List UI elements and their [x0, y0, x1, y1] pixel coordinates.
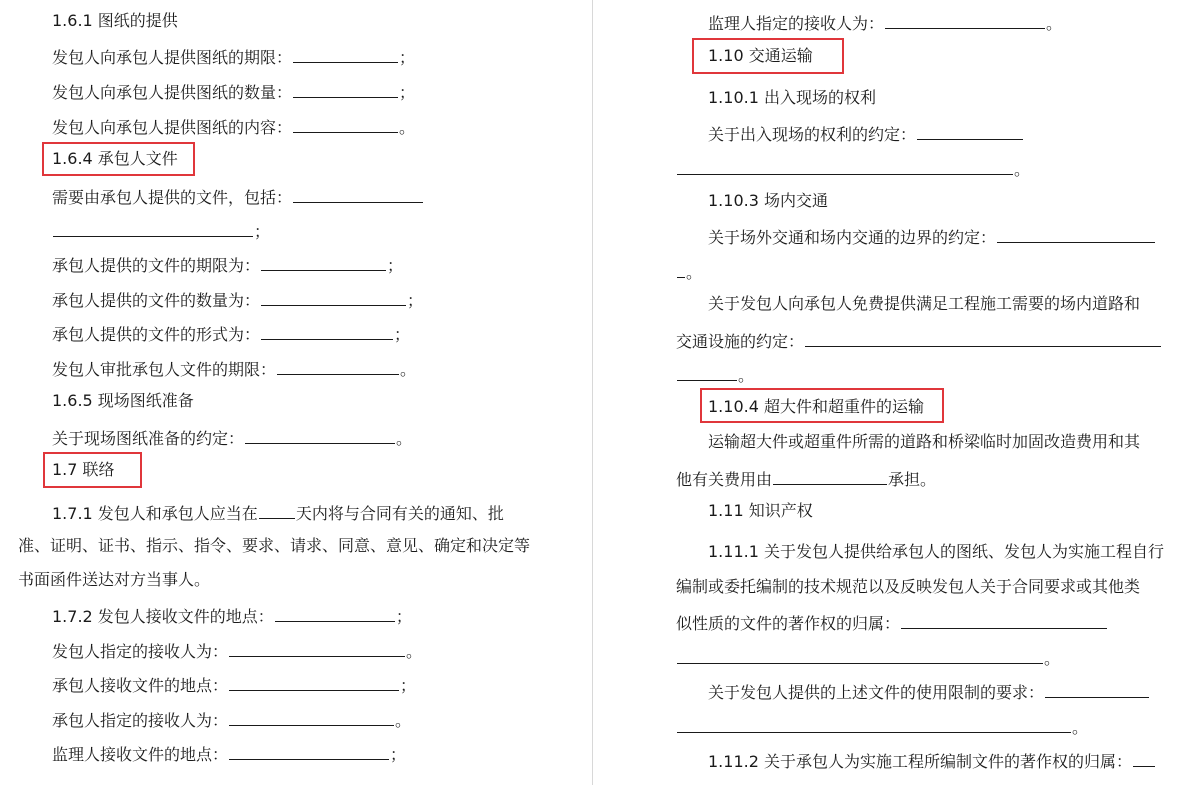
free-roads-blank-2[interactable] — [677, 362, 737, 381]
approval-deadline-blank[interactable] — [277, 356, 399, 375]
contractor-copyright-line: 1.11.2 关于承包人为实施工程所编制文件的著作权的归属： — [708, 748, 1156, 770]
docs-form-blank[interactable] — [261, 321, 393, 340]
drawing-deadline-blank[interactable] — [293, 44, 398, 63]
free-roads-line-1: 关于发包人向承包人免费提供满足工程施工需要的场内道路和 — [708, 294, 1141, 313]
contractor-docs-blank-1[interactable] — [293, 184, 423, 203]
contractor-copyright-blank[interactable] — [1133, 748, 1155, 767]
supervisor-receiver-line: 监理人指定的接收人为： 。 — [708, 10, 1062, 32]
site-access-line: 关于出入现场的权利的约定： — [708, 121, 1024, 143]
drawing-quantity-blank[interactable] — [293, 79, 398, 98]
traffic-boundary-blank-2[interactable] — [677, 259, 685, 278]
drawing-quantity-line: 发包人向承包人提供图纸的数量： ； — [52, 79, 415, 101]
heading-1-6-4: 1.6.4 承包人文件 — [52, 149, 178, 168]
usage-limit-line: 关于发包人提供的上述文件的使用限制的要求： — [708, 679, 1150, 701]
free-roads-line-2: 交通设施的约定： — [676, 328, 1162, 350]
oversize-cost-line-1: 运输超大件或超重件所需的道路和桥梁临时加固改造费用和其 — [708, 432, 1141, 451]
contractor-address-blank[interactable] — [229, 672, 399, 691]
oversize-cost-blank[interactable] — [773, 466, 887, 485]
traffic-boundary-line: 关于场外交通和场内交通的边界的约定： — [708, 224, 1156, 246]
docs-quantity-line: 承包人提供的文件的数量为： ； — [52, 287, 423, 309]
page-divider — [592, 0, 593, 785]
employer-address-line: 1.7.2 发包人接收文件的地点： ； — [52, 603, 412, 625]
site-access-blank-1[interactable] — [917, 121, 1023, 140]
copyright-owner-blank-2[interactable] — [677, 645, 1043, 664]
left-page — [0, 0, 590, 785]
site-access-blank-2[interactable] — [677, 156, 1013, 175]
drawing-content-line: 发包人向承包人提供图纸的内容： 。 — [52, 114, 415, 136]
heading-1-7: 1.7 联络 — [52, 460, 115, 479]
site-drawing-blank[interactable] — [245, 425, 395, 444]
approval-deadline-line: 发包人审批承包人文件的期限： 。 — [52, 356, 416, 378]
supervisor-address-blank[interactable] — [229, 741, 389, 760]
copyright-line-3: 似性质的文件的著作权的归属： — [676, 610, 1108, 632]
drawing-content-blank[interactable] — [293, 114, 398, 133]
supervisor-receiver-blank[interactable] — [885, 10, 1045, 29]
heading-1-6-5: 1.6.5 现场图纸准备 — [52, 391, 194, 410]
notice-body-line-2: 准、证明、证书、指示、指令、要求、请求、同意、意见、确定和决定等 — [18, 536, 531, 555]
copyright-line-2: 编制或委托编制的技术规范以及反映发包人关于合同要求或其他类 — [676, 577, 1141, 596]
notice-body-line-3: 书面函件送达对方当事人。 — [18, 570, 211, 589]
site-drawing-line: 关于现场图纸准备的约定： 。 — [52, 425, 412, 447]
traffic-boundary-cont-line: 。 — [676, 259, 702, 281]
docs-quantity-blank[interactable] — [261, 287, 406, 306]
usage-limit-blank-1[interactable] — [1045, 679, 1149, 698]
copyright-line-1: 1.11.1 关于发包人提供给承包人的图纸、发包人为实施工程自行 — [708, 542, 1164, 561]
contractor-receiver-blank[interactable] — [229, 707, 394, 726]
traffic-boundary-blank-1[interactable] — [997, 224, 1155, 243]
free-roads-blank-1[interactable] — [805, 328, 1161, 347]
docs-deadline-blank[interactable] — [261, 252, 386, 271]
docs-deadline-line: 承包人提供的文件的期限为： ； — [52, 252, 403, 274]
contractor-docs-line: 需要由承包人提供的文件，包括： — [52, 184, 424, 206]
usage-limit-blank-2[interactable] — [677, 714, 1071, 733]
docs-form-line: 承包人提供的文件的形式为： ； — [52, 321, 410, 343]
site-access-cont-line: 。 — [676, 156, 1030, 178]
oversize-cost-line-2: 他有关费用由 承担。 — [676, 466, 936, 488]
free-roads-cont-line: 。 — [676, 362, 754, 384]
right-page — [598, 0, 1198, 785]
drawing-deadline-line: 发包人向承包人提供图纸的期限： ； — [52, 44, 415, 66]
heading-1-11: 1.11 知识产权 — [708, 501, 813, 520]
employer-receiver-blank[interactable] — [229, 638, 405, 657]
employer-address-blank[interactable] — [275, 603, 395, 622]
copyright-owner-blank-1[interactable] — [901, 610, 1107, 629]
heading-1-10-3: 1.10.3 场内交通 — [708, 191, 828, 210]
supervisor-address-line: 监理人接收文件的地点： ； — [52, 741, 406, 763]
copyright-cont-line: 。 — [676, 645, 1060, 667]
contractor-address-line: 承包人接收文件的地点： ； — [52, 672, 416, 694]
usage-limit-cont-line: 。 — [676, 714, 1088, 736]
contractor-docs-blank-2[interactable] — [53, 218, 253, 237]
employer-receiver-line: 发包人指定的接收人为： 。 — [52, 638, 422, 660]
heading-1-6-1: 1.6.1 图纸的提供 — [52, 11, 178, 30]
heading-1-10-1: 1.10.1 出入现场的权利 — [708, 88, 876, 107]
heading-1-10: 1.10 交通运输 — [708, 46, 813, 65]
heading-1-10-4: 1.10.4 超大件和超重件的运输 — [708, 397, 924, 416]
notice-days-line: 1.7.1 发包人和承包人应当在 天内将与合同有关的通知、批 — [52, 500, 504, 522]
contractor-receiver-line: 承包人指定的接收人为： 。 — [52, 707, 411, 729]
notice-days-blank[interactable] — [259, 500, 295, 519]
contractor-docs-cont-line: ； — [52, 218, 270, 240]
